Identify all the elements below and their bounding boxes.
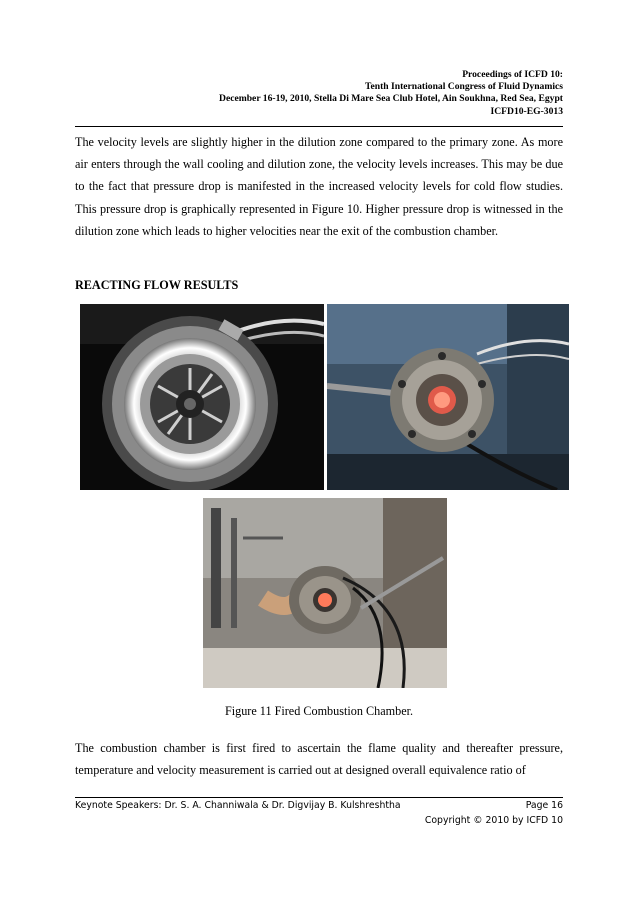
footer-speakers: Keynote Speakers: Dr. S. A. Channiwala & Dr. Digvijay B. Kulshreshtha (75, 800, 401, 811)
body-paragraph-2: The combustion chamber is first fired to ascertain the flame quality and thereafter pressure, temperature and velocity measurement is carried out at designed overall equivalence ratio of (75, 741, 563, 778)
footer-copyright: Copyright © 2010 by ICFD 10 (424, 815, 563, 826)
body-paragraph-1: The velocity levels are slightly higher in the dilution zone compared to the primary zone. As more air enters through the wall cooling and dilution zone, the velocity levels increases. This may be due to the fact that pressure drop is manifested in the increased velocity levels for cold flow studies. This pressure drop is graphically represented in Figure 10. Higher pressure drop is witnessed in the dilution zone which leads to higher velocities near the exit of the combustion chamber. (75, 135, 563, 238)
section-heading: REACTING FLOW RESULTS (75, 278, 239, 292)
footer-page-number: Page 16 (525, 800, 563, 811)
header-rule (75, 126, 563, 127)
header-paper-id: ICFD10-EG-3013 (490, 105, 563, 117)
header-congress: Tenth International Congress of Fluid Dynamics (364, 81, 563, 93)
header-proceedings: Proceedings of ICFD 10: (462, 69, 563, 80)
figure-photo-fired-flange (327, 304, 569, 490)
header-venue: December 16-19, 2010, Stella Di Mare Sea Club Hotel, Ain Soukhna, Red Sea, Egypt (219, 93, 563, 105)
figure-photo-handheld-combustor (203, 498, 447, 688)
figure-photo-combustor-swirler (80, 304, 324, 490)
footer-rule (75, 797, 563, 798)
figure-caption: Figure 11 Fired Combustion Chamber. (224, 704, 414, 718)
page-header (93, 69, 563, 118)
